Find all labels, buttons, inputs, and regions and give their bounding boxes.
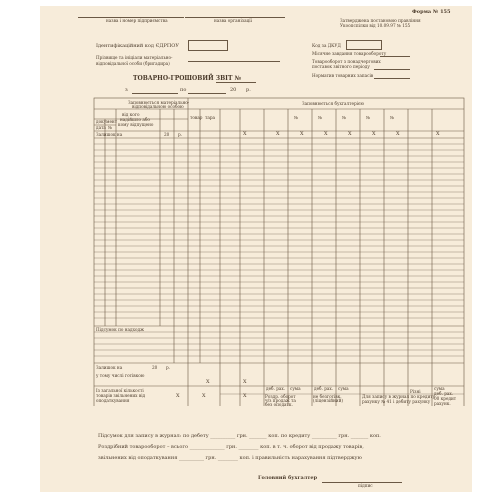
monthly-turnover-label: Місячне завдання товарообороту: [312, 51, 387, 56]
exempt-label-2: товарів звільнених від: [96, 393, 146, 398]
retail-5: без оподатк.: [265, 402, 293, 407]
ledger-line-2: рахунку № 41 і дебиту рахунку: [362, 399, 431, 404]
stock-norm-label: Норматив товарних запасів: [312, 73, 374, 78]
col-num-1: №: [294, 115, 298, 120]
excess-turnover-label-1: Товарооборот з понадчергових: [312, 59, 381, 64]
responsible-person-label-2: відповідальної особи (бригадира): [96, 61, 170, 66]
x-mark-13: X: [243, 393, 247, 399]
x-mark-11: X: [176, 393, 180, 399]
footer-line-2: Роздрібний товарооборот – всього ______________ грн. ________ коп. в т. ч. оборот від продажу товарів,: [98, 444, 364, 450]
balance-start-r: р.: [178, 132, 183, 137]
diff-1: Різні: [410, 389, 421, 394]
report-title: ТОВАРНО-ГРОШОВИЙ ЗВІТ №: [133, 75, 242, 82]
approval-line-1: Затверджена постановою правління: [340, 18, 421, 23]
col-num-4: №: [366, 115, 370, 120]
tare-label: тара: [205, 115, 215, 120]
retail-3: не безготівк.: [313, 394, 342, 399]
sum-label-1: сума: [290, 386, 301, 391]
report-form-sheet: [40, 6, 472, 492]
x-mark-7: X: [396, 131, 400, 137]
x-mark-1: X: [243, 131, 247, 137]
x-mark-4: X: [324, 131, 328, 137]
balance-end-r: р.: [166, 365, 171, 370]
goods-label: товар: [190, 115, 203, 120]
excess-turnover-label-2: поставок звітного періоду: [312, 64, 370, 69]
balance-start-label: Залишок на: [96, 132, 123, 137]
x-mark-9: X: [206, 379, 210, 385]
footer-line-1: Підсумок для запису в журнал: по дебету __________ грн. _______ коп. по кредиту __________ грн. _______ коп.: [98, 433, 381, 439]
debit-label-1: деб. рах.: [266, 386, 286, 391]
x-mark-6: X: [372, 131, 376, 137]
responsible-person-label-1: Прізвище та ініціали матеріально-: [96, 55, 173, 60]
col-num-3: №: [342, 115, 346, 120]
header-left-2: відповідальною особою: [132, 104, 184, 109]
x-mark-10: X: [243, 379, 247, 385]
col-num-5: №: [390, 115, 394, 120]
date-to-label: по: [180, 87, 187, 93]
x-mark-2: X: [276, 131, 280, 137]
edrpou-label: Ідентифікаційний код ЄДРПОУ: [96, 43, 179, 49]
diff-4: рахунк.: [434, 401, 451, 406]
from-whom-3: кому відпущено: [118, 122, 154, 127]
total-received-label: Підсумок по надходж: [96, 327, 144, 332]
balance-end-year: 20: [152, 365, 158, 370]
signature-label: підпис: [358, 483, 373, 488]
report-table-grid: [40, 6, 472, 406]
date-from-label: з: [125, 87, 128, 93]
retail-1: Роздр. оборот: [265, 394, 296, 399]
org-label: назва організації: [214, 18, 252, 23]
year-prefix: 20: [230, 87, 237, 93]
exempt-label-1: Із загальної кількості: [96, 388, 144, 393]
doc-date-label: дата: [96, 125, 106, 130]
balance-start-year: 20: [164, 132, 170, 137]
x-mark-12: X: [202, 393, 206, 399]
footer-line-3: звільнених від оподаткування __________ грн. ________ коп. і правильність нарахування підтверджую: [98, 455, 362, 461]
diff-2: деб. рах.: [434, 391, 454, 396]
x-mark-8: X: [436, 131, 440, 137]
dkud-label: Код за ДКУД: [312, 43, 341, 48]
diff-3: 00 кредит: [434, 396, 457, 401]
enterprise-label: назва і номер підприємства: [106, 18, 168, 23]
col-num-2: №: [318, 115, 322, 120]
x-mark-5: X: [348, 131, 352, 137]
form-number: Форма № 155: [412, 9, 451, 15]
retail-2: ч/з продаж та: [265, 398, 296, 403]
from-whom-2: надійшло або: [120, 117, 150, 122]
chief-accountant-label: Головний бухгалтер: [258, 475, 318, 481]
sum-label-3: сума: [434, 386, 445, 391]
sum-label-2: сума: [338, 386, 349, 391]
debit-label-2: деб. рах.: [314, 386, 334, 391]
exempt-label-3: оподаткування: [96, 398, 130, 403]
doc-number-label: №: [108, 125, 112, 130]
balance-end-label-2: у тому числі готівкою: [96, 373, 145, 378]
from-whom-1: від кого: [122, 112, 140, 117]
retail-4: (ліцензійний): [313, 398, 344, 403]
year-r-label: р.: [246, 87, 251, 93]
doc-label: документ: [96, 119, 118, 124]
x-mark-3: X: [300, 131, 304, 137]
balance-end-label-1: Залишок на: [96, 365, 123, 370]
header-right: Заповнюється бухгалтерією: [302, 101, 364, 106]
ledger-line-1: Для запису в журнал по кредиту: [362, 394, 436, 399]
header-left-1: Заповнюється матеріально-: [128, 100, 190, 105]
approval-line-2: Укоопспілки від 10.09.97 № 155: [340, 23, 411, 28]
